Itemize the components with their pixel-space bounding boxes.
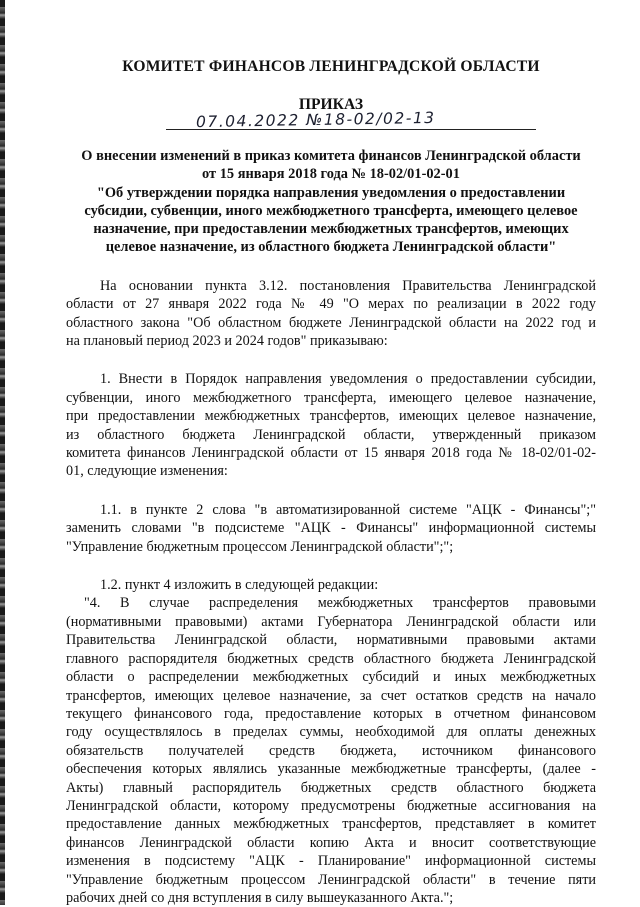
- text-line: году осуществлялось в пределах суммы, необходимой для оплаты денежных: [66, 724, 596, 741]
- committee-heading: КОМИТЕТ ФИНАНСОВ ЛЕНИНГРАДСКОЙ ОБЛАСТИ: [122, 58, 540, 75]
- text-line: "Управление бюджетным процессом Ленинградской области" в течение пяти: [66, 871, 596, 888]
- text-line: 01, следующие изменения:: [66, 463, 228, 480]
- text-line: текущего финансового года, предоставление которых в отчетном финансовом: [66, 705, 596, 722]
- document-page: [66, 58, 596, 907]
- text-line: области о распределении межбюджетных субсидий и иных межбюджетных: [66, 669, 596, 686]
- text-line: трансфертов, имеющих целевое назначение, за счет остатков средств на начало: [66, 687, 596, 704]
- document-title: [66, 147, 596, 257]
- order-heading: ПРИКАЗ: [298, 96, 364, 113]
- text-line: из областного бюджета Ленинградской области, утвержденный приказом: [66, 426, 596, 443]
- text-line: комитета финансов Ленинградской области от 15 января 2018 года № 18-02/01-02-: [66, 445, 596, 462]
- item-1-1-paragraph: [66, 501, 596, 556]
- text-line: области от 27 января 2022 года № 49 "О мерах по реализации в 2022 году: [66, 296, 596, 313]
- text-line: На основании пункта 3.12. постановления Правительства Ленинградской: [100, 277, 596, 294]
- title-line: субсидии, субвенции, иного межбюджетного трансферта, имеющего целевое: [84, 202, 578, 219]
- title-line: целевое назначение, из областного бюджета Ленинградской области": [105, 239, 557, 256]
- scan-border: [0, 0, 5, 905]
- text-line: "4. В случае распределения межбюджетных трансфертов правовыми: [84, 595, 596, 612]
- text-line: областного закона "Об областном бюджете Ленинградской области на 2022 год и: [66, 314, 596, 331]
- text-line: Акты) главный распорядитель бюджетных средств областного бюджета: [66, 779, 596, 796]
- text-line: (нормативными правовыми) актами Губернатора Ленинградской области или: [66, 613, 596, 630]
- text-line: рабочих дней со дня вступления в силу вышеуказанного Акта.";: [66, 889, 454, 906]
- text-line: субвенции, иного межбюджетного трансферта, имеющего целевое назначение,: [66, 389, 596, 406]
- text-line: финансов Ленинградской области копию Акта и вносит соответствующие: [66, 834, 596, 851]
- title-line: "Об утверждении порядка направления уведомления о предоставлении: [96, 184, 566, 201]
- handwritten-date-number: 07.04.2022 №18-02/02-13: [195, 108, 436, 132]
- text-line: заменить словами "в подсистеме "АЦК - Финансы" информационной системы: [66, 520, 596, 537]
- title-line: О внесении изменений в приказ комитета финансов Ленинградской области: [81, 148, 581, 164]
- text-line: предоставление данных межбюджетных трансфертов, представляет в комитет: [66, 816, 596, 833]
- text-line: изменения в подсистему "АЦК - Планирование" информационной системы: [66, 853, 596, 870]
- title-line: назначение, при предоставлении межбюджетных трансфертов, имеющих: [93, 221, 569, 238]
- text-line: 1. Внести в Порядок направления уведомления о предоставлении субсидии,: [100, 371, 596, 388]
- basis-paragraph: [66, 277, 596, 351]
- text-line: 1.2. пункт 4 изложить в следующей редакции:: [100, 577, 379, 594]
- text-line: "Управление бюджетным процессом Ленинградской области";";: [66, 538, 454, 555]
- text-line: обязательств получателей средств бюджета, источником финансового: [66, 742, 596, 759]
- text-line: обеспечения которых являлись указанные межбюджетные трансферты, (далее -: [66, 761, 596, 778]
- text-line: Правительства Ленинградской области, нормативными правовыми актами: [66, 632, 596, 649]
- item-1-2-paragraph: [66, 576, 596, 907]
- text-line: на плановый период 2023 и 2024 годов" приказываю:: [66, 333, 388, 349]
- text-line: при предоставлении межбюджетных трансфертов, имеющих целевое назначение,: [66, 408, 596, 425]
- text-line: 1.1. в пункте 2 слова "в автоматизированной системе "АЦК - Финансы";": [100, 501, 596, 518]
- text-line: Ленинградской области, которому предусмотрены бюджетные ассигнования на: [66, 797, 596, 814]
- text-line: главного распорядителя бюджетных средств областного бюджета Ленинградской: [66, 650, 596, 667]
- title-line: от 15 января 2018 года № 18-02/01-02-01: [202, 166, 460, 183]
- order-date-number-line: [66, 108, 596, 136]
- item-1-paragraph: [66, 370, 596, 480]
